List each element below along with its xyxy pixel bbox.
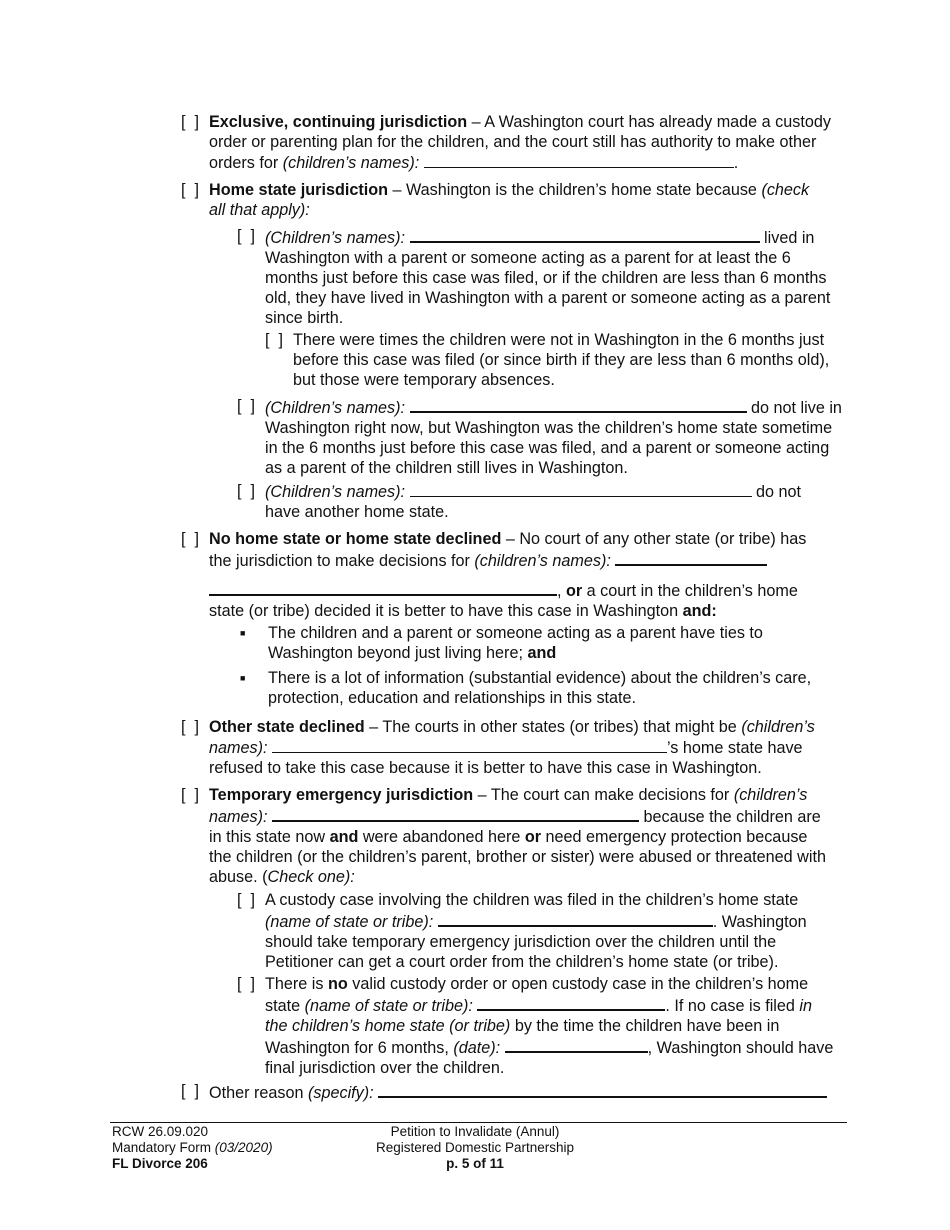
children-names-field[interactable] xyxy=(424,152,734,168)
home-state-suboption-a: [ ] (Children’s names): lived in Washington with a parent or someone acting as a parent for at least the 6 months just before this case was filed, or if the children are less than 6 months old, they have lived in Washington with a parent or someone acting as a parent since birth. xyxy=(237,227,831,327)
section-heading: Temporary emergency jurisdiction xyxy=(209,786,474,804)
footer-rcw: RCW 26.09.020 xyxy=(112,1124,209,1139)
date-field[interactable] xyxy=(505,1036,648,1053)
state-or-tribe-field[interactable] xyxy=(477,994,665,1011)
case-filed-checkbox[interactable]: [ ] xyxy=(237,891,255,909)
footer-mandatory-form: Mandatory Form (03/2020) xyxy=(112,1140,273,1155)
home-state-suboption-a-absence: [ ] There were times the children were not in Washington in the 6 months just before this case was filed (or since birth if they are less than 6 months old), but those were temporary absences. xyxy=(265,331,830,389)
other-reason-field[interactable] xyxy=(378,1081,827,1098)
footer-divider xyxy=(110,1122,847,1123)
footer-form-id: FL Divorce 206 xyxy=(112,1156,208,1171)
home-state-b-checkbox[interactable]: [ ] xyxy=(237,397,255,415)
other-reason-option: [ ] Other reason (specify): xyxy=(181,1081,846,1103)
other-state-declined-option: [ ] Other state declined – The courts in other states (or tribes) that might be (children’s names): ’s home state have refused to take this case because it is better to have this case in Washington. xyxy=(181,718,815,777)
children-names-field[interactable] xyxy=(615,549,767,566)
exclusive-jurisdiction-checkbox[interactable]: [ ] xyxy=(181,113,199,131)
children-names-field[interactable] xyxy=(410,396,747,413)
temporary-emergency-suboption-b: [ ] There is no valid custody order or open custody case in the children’s home state (name of state or tribe): . If no case is filed in the children’s home state (or tribe) by the time the children have been in Washington for 6 months, (date): , Washington should have final jurisdiction over the children. xyxy=(237,975,834,1077)
temporary-absence-checkbox[interactable]: [ ] xyxy=(265,331,283,349)
section-heading: Other state declined xyxy=(209,718,365,736)
other-reason-checkbox[interactable]: [ ] xyxy=(181,1082,199,1100)
temporary-emergency-checkbox[interactable]: [ ] xyxy=(181,786,199,804)
state-or-tribe-field[interactable] xyxy=(438,910,713,927)
other-state-declined-checkbox[interactable]: [ ] xyxy=(181,718,199,736)
home-state-suboption-c: [ ] (Children’s names): do not have another home state. xyxy=(237,482,802,521)
bullet-icon: ■ xyxy=(240,628,246,638)
footer-left xyxy=(112,1124,273,1172)
section-heading: Exclusive, continuing jurisdiction xyxy=(209,113,468,131)
no-home-state-checkbox[interactable]: [ ] xyxy=(181,530,199,548)
footer-page-number: p. 5 of 11 xyxy=(446,1156,504,1171)
footer-title-1: Petition to Invalidate (Annul) xyxy=(390,1124,560,1139)
section-heading: No home state or home state declined xyxy=(209,530,502,548)
section-heading: Home state jurisdiction xyxy=(209,181,388,199)
footer-center xyxy=(330,1124,620,1172)
children-names-field-continued[interactable] xyxy=(209,579,557,596)
home-state-suboption-b: [ ] (Children’s names): do not live in Washington right now, but Washington was the children’s home state sometime in the 6 months just before this case was filed, and a parent or someone acting as a parent of the children still lives in Washington. xyxy=(237,397,842,477)
temporary-emergency-suboption-a: [ ] A custody case involving the children was filed in the children’s home state (name of state or tribe): . Washington should take temporary emergency jurisdiction over the children until the Petitioner can get a court order from the children’s home state (or tribe). xyxy=(237,891,807,971)
home-state-option xyxy=(181,180,821,220)
no-case-checkbox[interactable]: [ ] xyxy=(237,975,255,993)
children-names-field[interactable] xyxy=(410,226,760,243)
no-home-state-bullet-1: ■ The children and a parent or someone acting as a parent have ties to Washington beyond just living here; and xyxy=(237,623,837,663)
temporary-emergency-option: [ ] Temporary emergency jurisdiction – The court can make decisions for (children’s names): because the children are in this state now and were abandoned here or need emergency protection because the children (or the children’s parent, brother or sister) were abused or threatened with abuse. (Check one): xyxy=(181,786,826,886)
no-home-state-option: [ ] No home state or home state declined – No court of any other state (or tribe) has the jurisdiction to make decisions for (children’s names): , or a court in the children’s home state (or tribe) decided it is better to have this case in Washington and: xyxy=(181,530,807,620)
children-names-field[interactable] xyxy=(410,481,752,497)
home-state-text: Home state jurisdiction – Washington is the children’s home state because (check all that apply): xyxy=(209,181,810,219)
children-names-field[interactable] xyxy=(272,805,639,822)
home-state-a-checkbox[interactable]: [ ] xyxy=(237,227,255,245)
bullet-icon: ■ xyxy=(240,673,246,683)
exclusive-jurisdiction-option xyxy=(181,112,851,173)
no-home-state-bullet-2: ■ There is a lot of information (substantial evidence) about the children’s care, protection, education and relationships in this state. xyxy=(237,668,837,708)
children-names-field[interactable] xyxy=(272,737,667,753)
home-state-c-checkbox[interactable]: [ ] xyxy=(237,482,255,500)
footer-title-2: Registered Domestic Partnership xyxy=(375,1140,575,1155)
home-state-checkbox[interactable]: [ ] xyxy=(181,181,199,199)
exclusive-jurisdiction-text: Exclusive, continuing jurisdiction – A Washington court has already made a custody order or parenting plan for the children, and the court still has authority to make other orders for (children’s names): . xyxy=(209,113,831,172)
